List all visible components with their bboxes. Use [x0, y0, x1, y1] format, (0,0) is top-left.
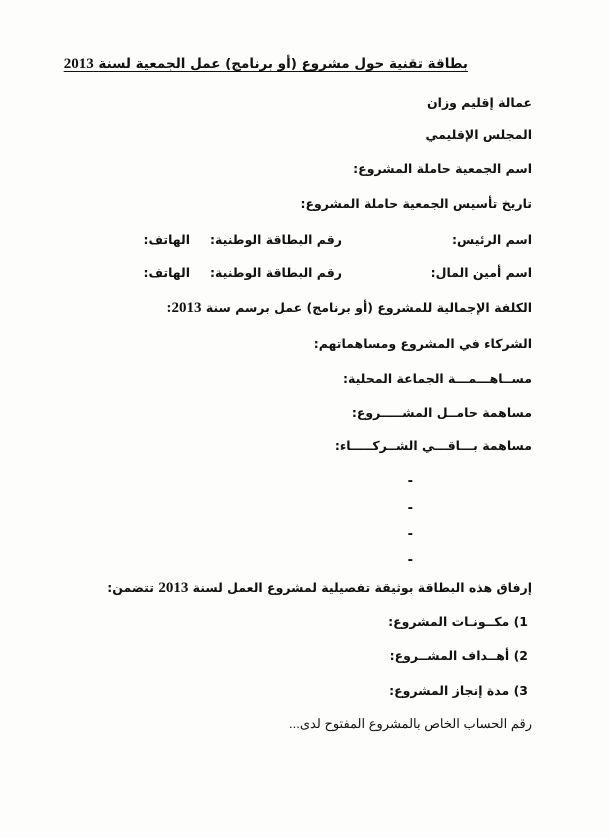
council-line: المجلس الإقليمي — [425, 127, 532, 142]
list-item-label: أهــداف المشــروع: — [389, 648, 510, 663]
founding-date-field: تاريخ تأسيس الجمعية حاملة المشروع: — [300, 196, 532, 211]
title-year: 2013 — [63, 56, 94, 72]
attachment-year: 2013 — [158, 580, 189, 596]
association-name-field: اسم الجمعية حاملة المشروع: — [353, 161, 532, 176]
treasurer-phone-field: الهاتف: — [143, 265, 190, 280]
total-cost-line — [167, 300, 532, 317]
bank-account-line: رقم الحساب الخاص بالمشروع المفتوح لدى... — [289, 716, 532, 731]
other-partners-field: مساهمة بـــاقـــي الشــركـــــاء: — [334, 438, 532, 453]
list-item-objectives — [390, 648, 528, 663]
page-title — [64, 56, 468, 73]
holder-contribution-field: مساهمة حامــل المشـــــروع: — [351, 405, 532, 420]
list-item-number: 2) — [513, 648, 528, 663]
attachment-suffix: تتضمن: — [107, 580, 154, 595]
attachment-line — [107, 580, 532, 597]
title-text: بطاقة تقنية حول مشروع (أو برنامج) عمل الجمعية لسنة — [98, 56, 468, 72]
dash-item: - — [407, 527, 413, 542]
list-item-number: 1) — [513, 614, 528, 629]
dash-item: - — [407, 553, 413, 568]
list-item-components — [388, 614, 528, 629]
attachment-text: إرفاق هذه البطاقة بوثيقة تفصيلية لمشروع العمل لسنة — [192, 580, 532, 595]
dash-item: - — [407, 501, 413, 516]
list-item-label: مكــونـات المشروع: — [388, 614, 510, 629]
treasurer-id-field: رقم البطاقة الوطنية: — [210, 265, 342, 280]
president-name-field: اسم الرئيس: — [452, 232, 532, 247]
local-contribution-field: مســاهـــمـــة الجماعة المحلية: — [343, 371, 532, 386]
total-cost-text: الكلفة الإجمالية للمشروع (أو برنامج) عمل برسم سنة — [205, 300, 532, 315]
president-id-field: رقم البطاقة الوطنية: — [210, 232, 342, 247]
list-item-number: 3) — [513, 683, 528, 698]
president-phone-field: الهاتف: — [143, 232, 190, 247]
partners-heading: الشركاء في المشروع ومساهماتهم: — [313, 336, 532, 351]
list-item-label: مدة إنجاز المشروع: — [389, 683, 510, 698]
prefecture-line: عمالة إقليم وزان — [427, 95, 532, 110]
treasurer-name-field: اسم أمين المال: — [430, 265, 532, 280]
list-item-duration — [389, 683, 528, 698]
dash-item: - — [407, 474, 413, 489]
total-cost-year: 2013: — [166, 300, 202, 316]
